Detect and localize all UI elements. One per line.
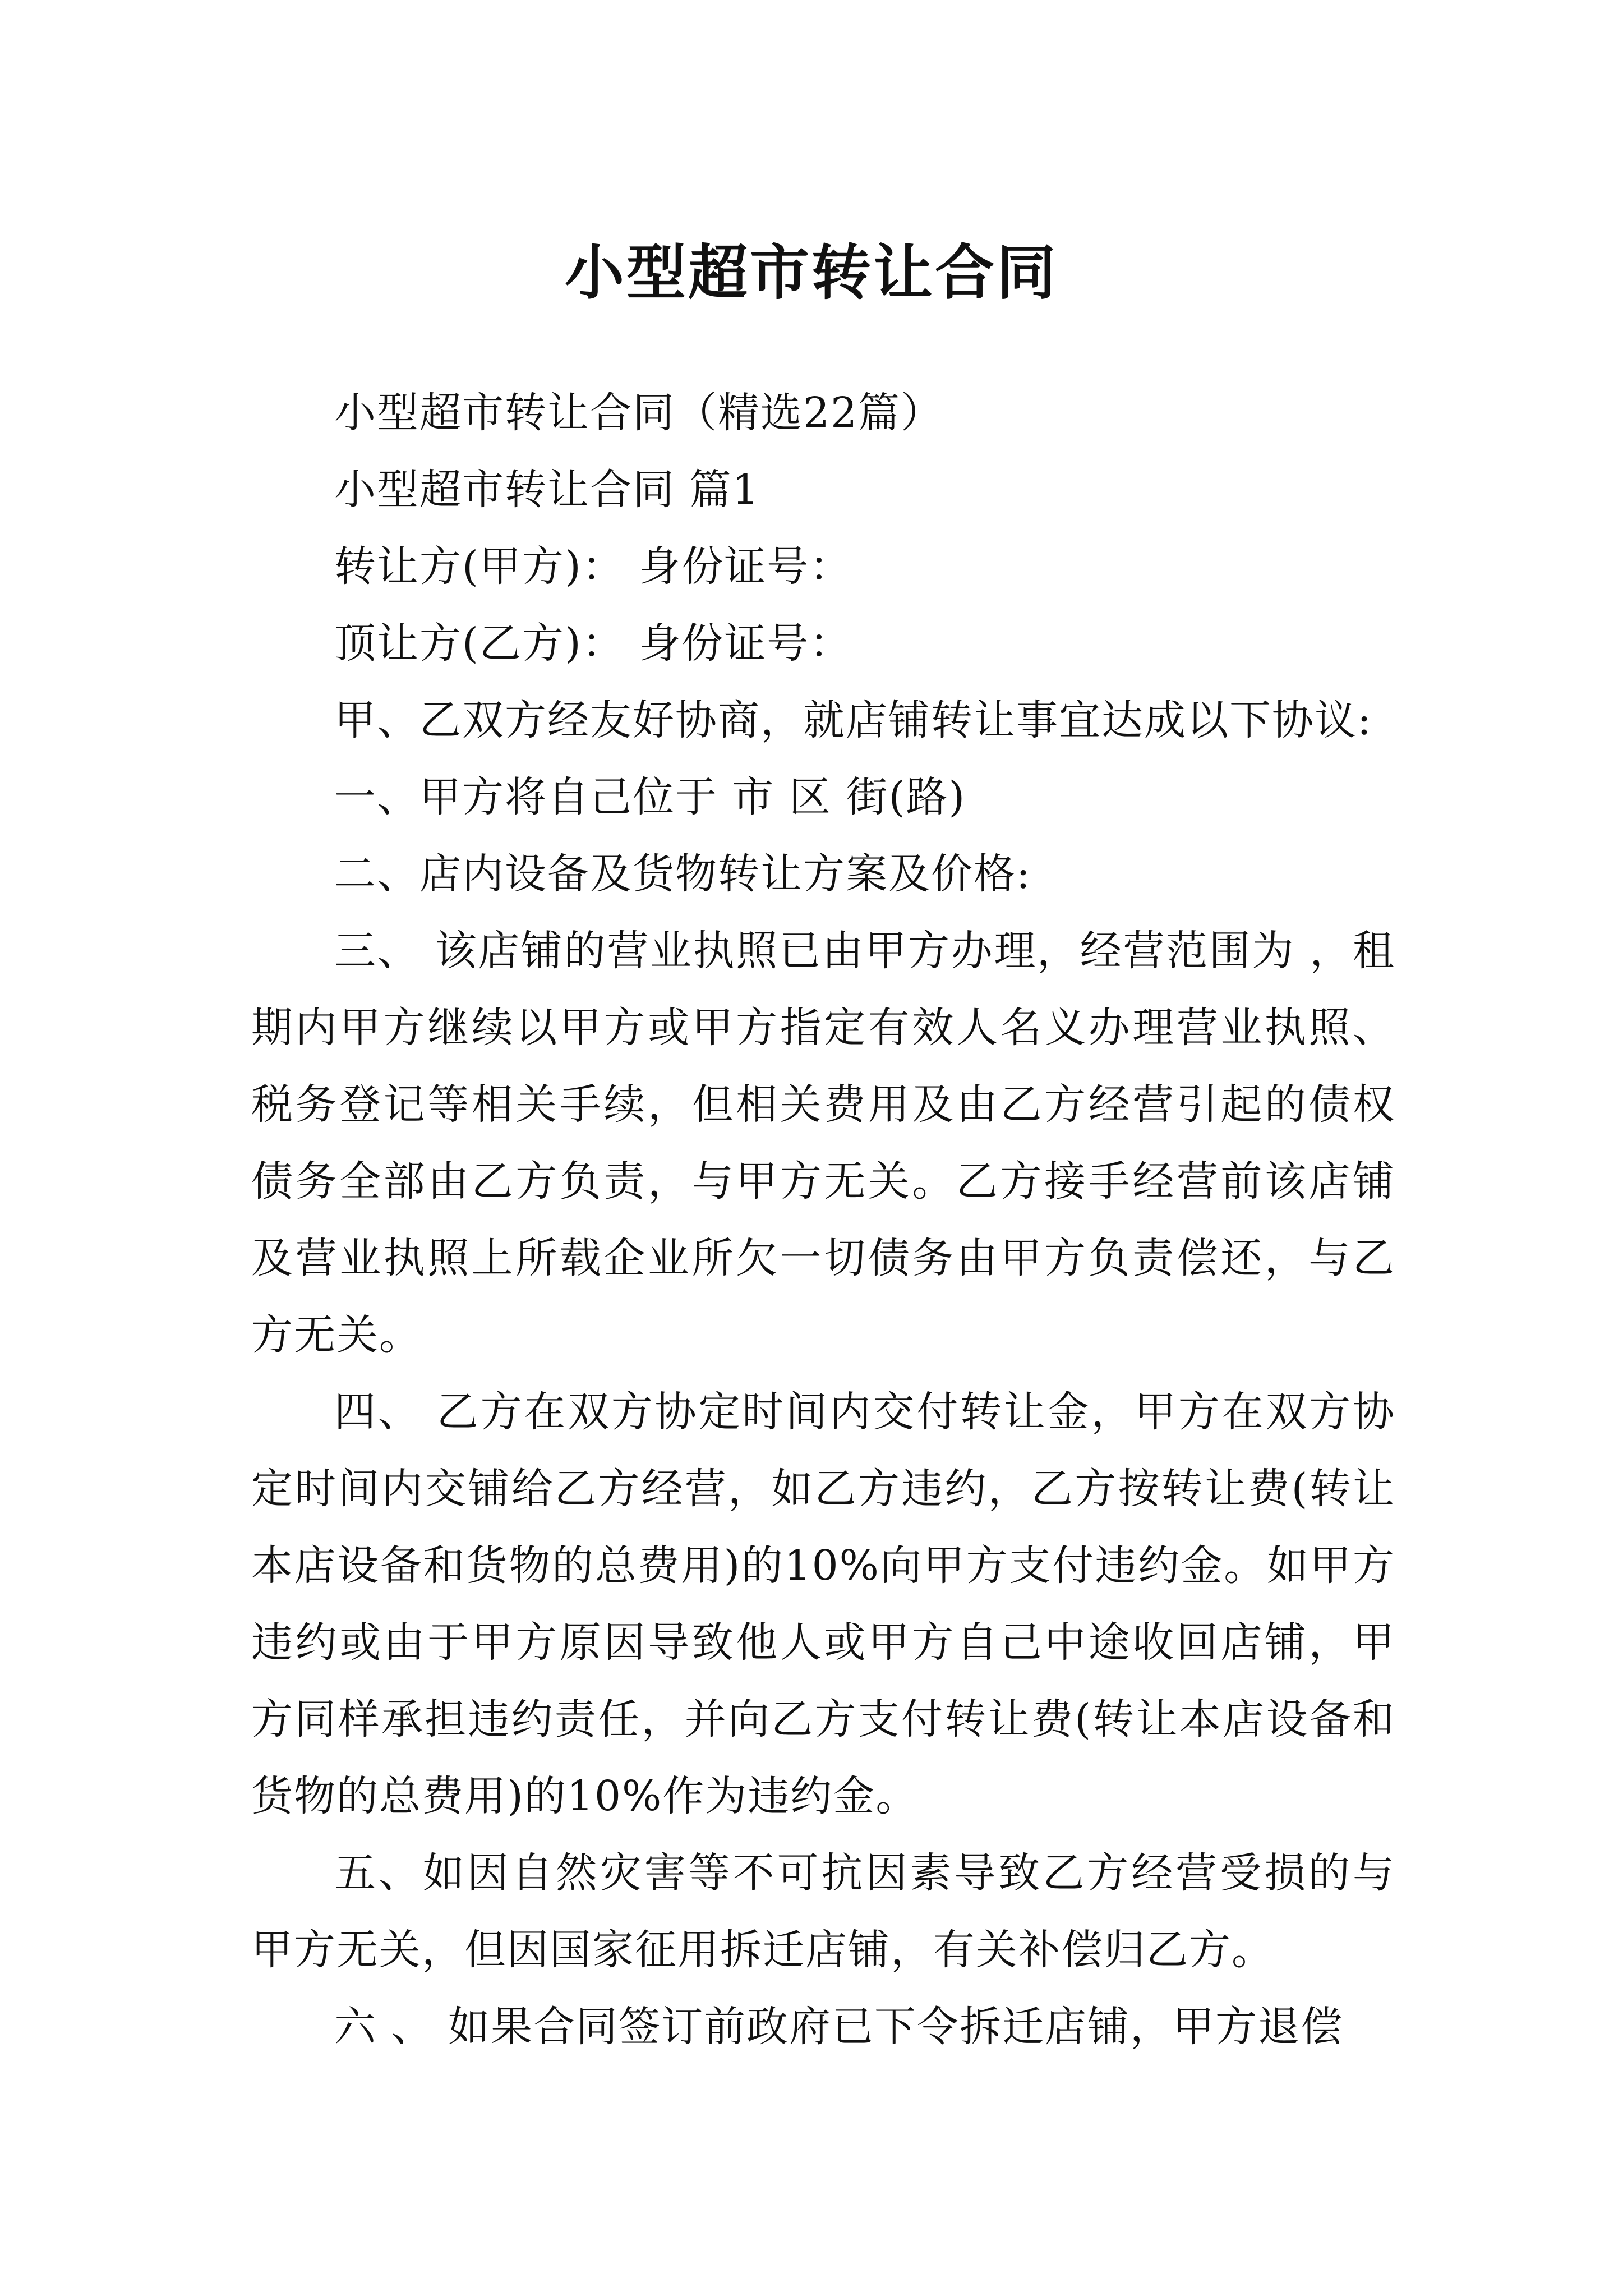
paragraph-clause-4: 四、 乙方在双方协定时间内交付转让金，甲方在双方协定时间内交铺给乙方经营，如乙方违约，乙方按转让费(转让本店设备和货物的总费用)的10%向甲方支付违约金。如甲方违约或由于甲方原因导致他人或甲方自己中途收回店铺，甲方同样承担违约责任，并向乙方支付转让费(转让本店设备和货物的总费用)的10%作为违约金。 xyxy=(251,1388,1395,1820)
document-title: 小型超市转让合同 xyxy=(565,237,1058,308)
paragraph-clause-3: 三、 该店铺的营业执照已由甲方办理，经营范围为 ，租期内甲方继续以甲方或甲方指定有效人名义办理营业执照、税务登记等相关手续，但相关费用及由乙方经营引起的债权债务全部由乙方负责，与甲方无关。乙方接手经营前该店铺及营业执照上所载企业所欠一切债务由甲方负责偿还，与乙方无关。 xyxy=(251,927,1395,1359)
paragraph-party-a: 转让方(甲方)： 身份证号： xyxy=(334,542,852,591)
paragraph-section-heading: 小型超市转让合同 篇1 xyxy=(334,466,760,514)
document-body xyxy=(251,375,1395,2065)
paragraph-subtitle: 小型超市转让合同（精选22篇） xyxy=(334,389,944,437)
paragraph-clause-5: 五、如因自然灾害等不可抗因素导致乙方经营受损的与甲方无关，但因国家征用拆迁店铺，有关补偿归乙方。 xyxy=(251,1849,1395,1974)
paragraph-clause-1: 一、甲方将自己位于 市 区 街(路) xyxy=(334,773,966,821)
paragraph-party-b: 顶让方(乙方)： 身份证号： xyxy=(334,619,852,668)
paragraph-agreement-intro: 甲、乙双方经友好协商，就店铺转让事宜达成以下协议: xyxy=(334,696,1372,744)
paragraph-clause-2: 二、店内设备及货物转让方案及价格: xyxy=(334,850,1031,898)
paragraph-clause-6: 六 、 如果合同签订前政府已下令拆迁店铺，甲方退偿 xyxy=(334,2003,1344,2051)
